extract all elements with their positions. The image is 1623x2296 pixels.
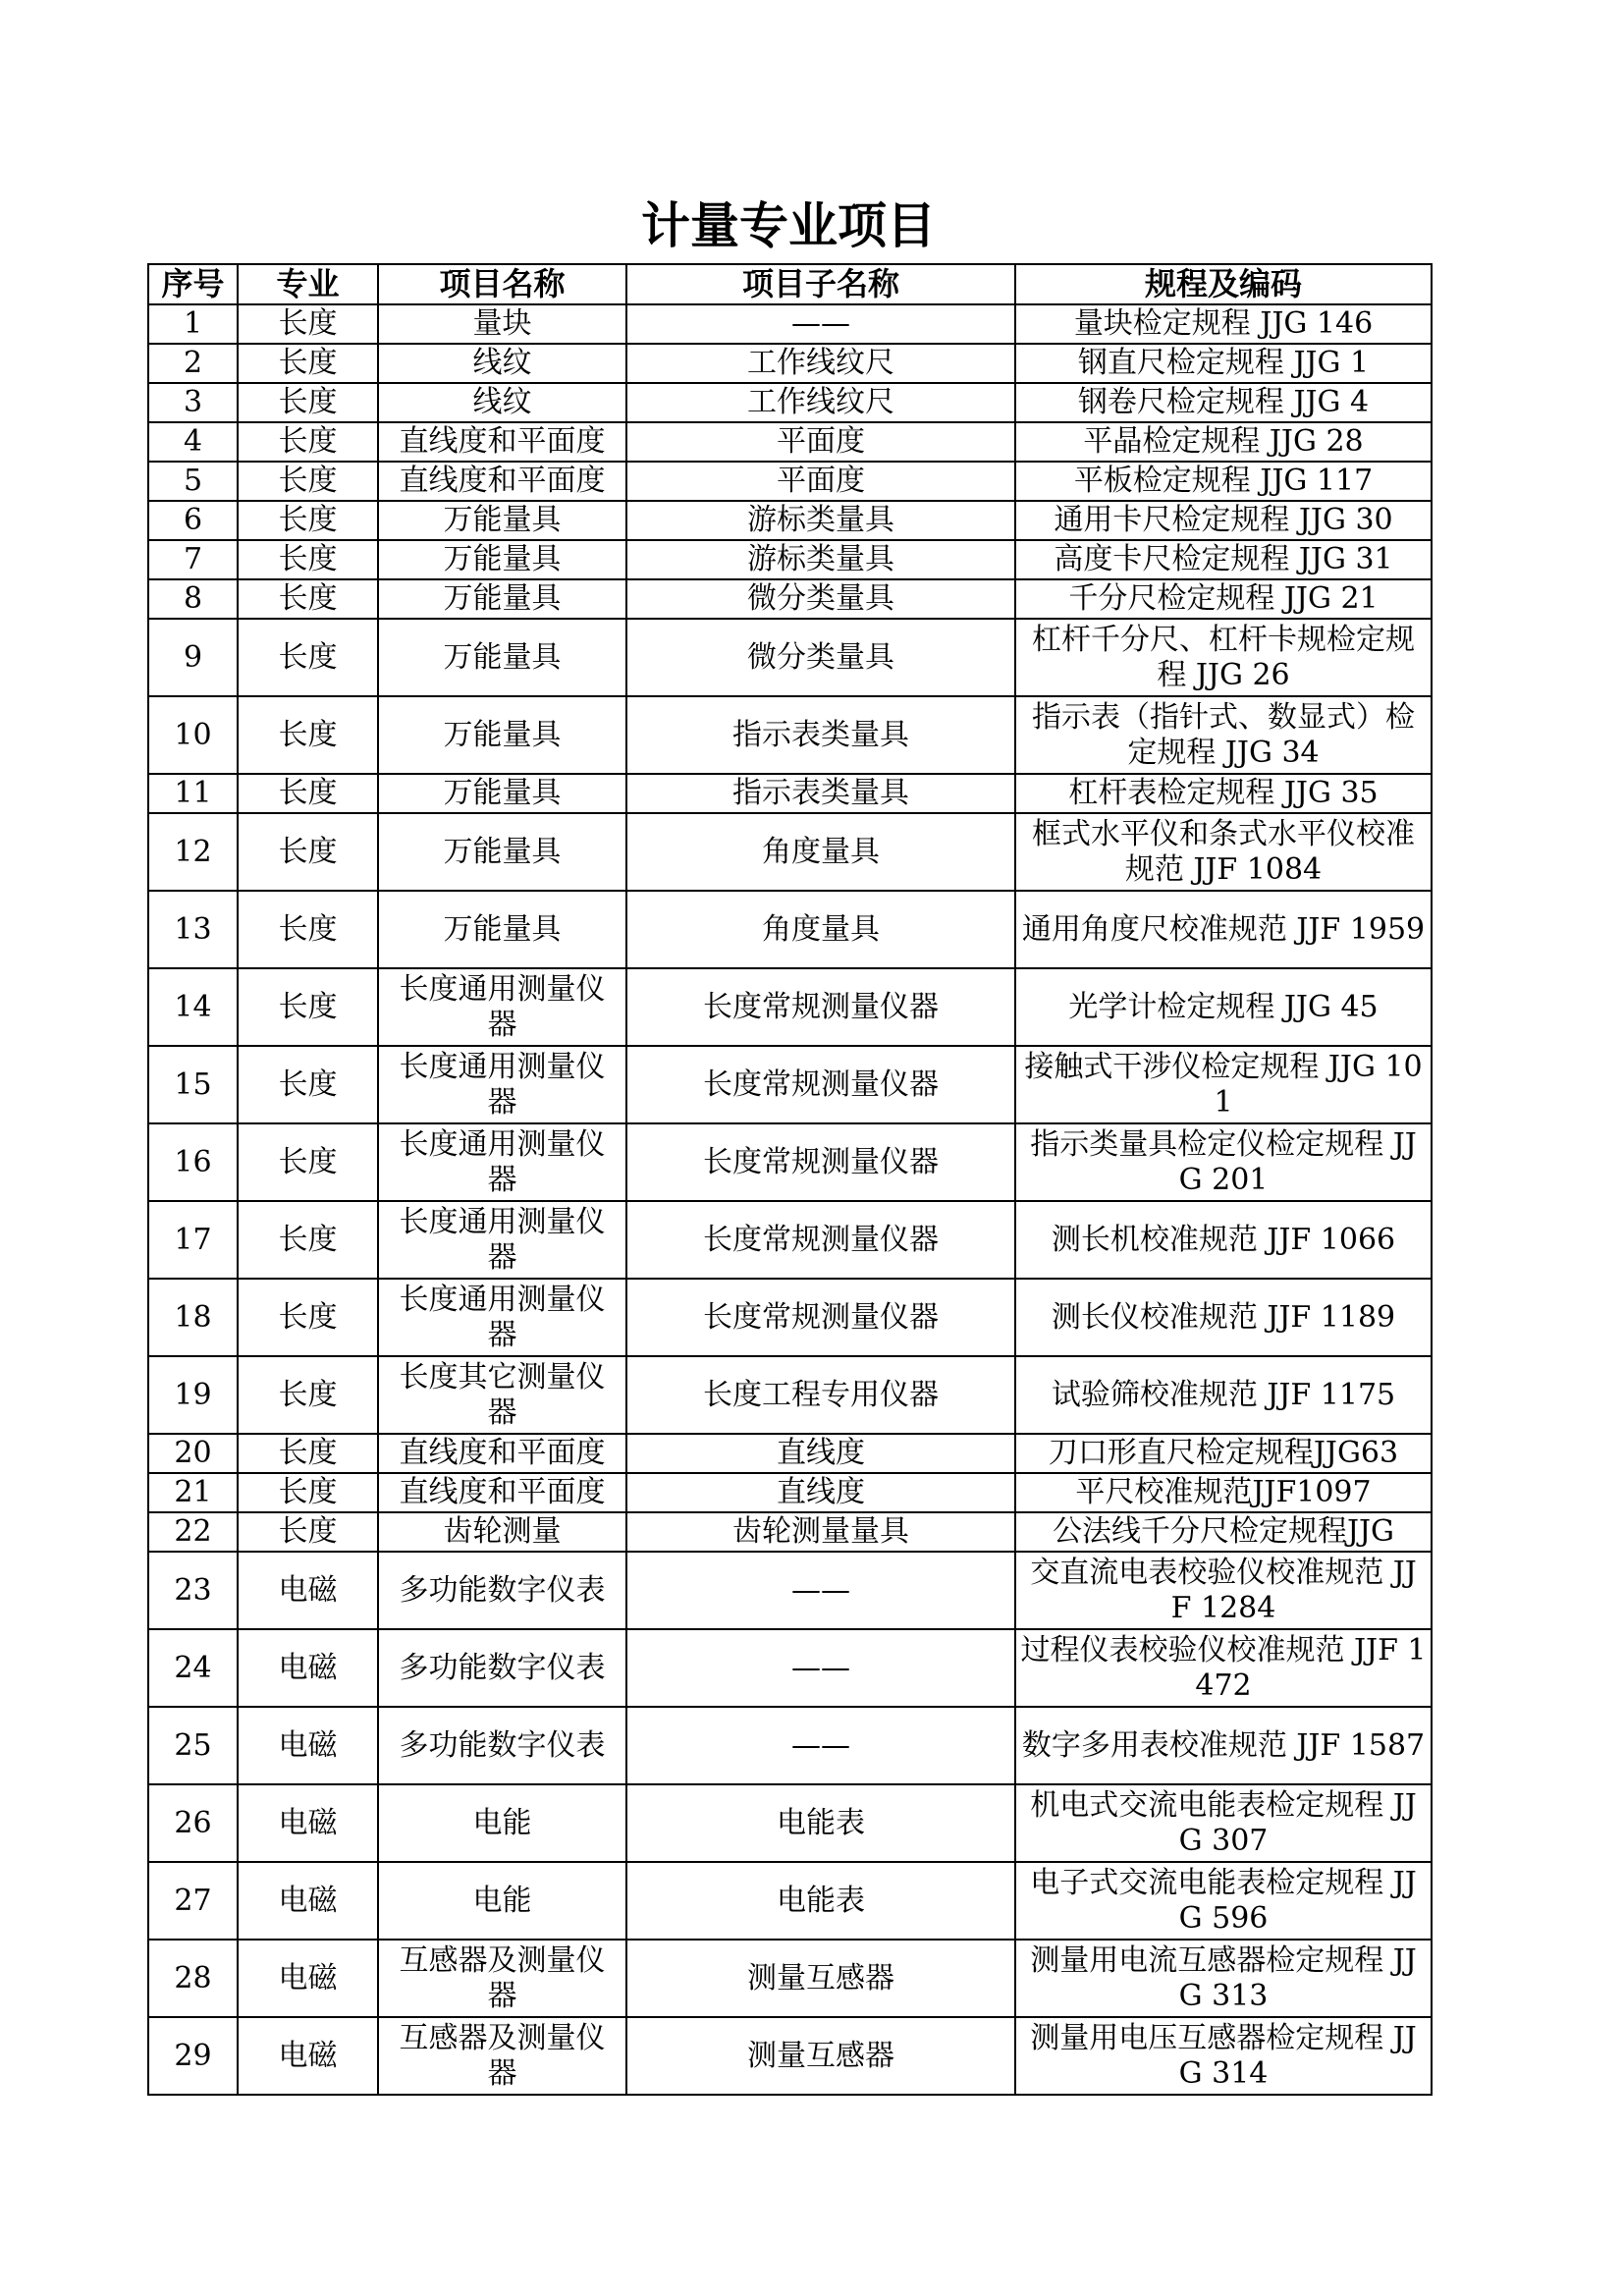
table-row [148, 1629, 1432, 1707]
cell-no: 24 [148, 1629, 238, 1707]
table-row [148, 891, 1432, 968]
cell-sub: 角度量具 [626, 891, 1015, 968]
cell-sub: 长度常规测量仪器 [626, 1123, 1015, 1201]
cell-no: 6 [148, 501, 238, 540]
cell-item: 多功能数字仪表 [378, 1552, 626, 1629]
cell-item: 万能量具 [378, 540, 626, 579]
cell-code: 平尺校准规范JJF1097 [1015, 1473, 1432, 1512]
cell-no: 7 [148, 540, 238, 579]
table-header-row [148, 264, 1432, 304]
cell-code: 指示类量具检定仪检定规程 JJG 201 [1015, 1123, 1432, 1201]
cell-major: 电磁 [238, 1940, 378, 2017]
cell-major: 电磁 [238, 1707, 378, 1784]
cell-no: 9 [148, 619, 238, 696]
cell-major: 长度 [238, 891, 378, 968]
cell-major: 长度 [238, 422, 378, 462]
cell-major: 电磁 [238, 1629, 378, 1707]
cell-code: 过程仪表校验仪校准规范 JJF 1472 [1015, 1629, 1432, 1707]
cell-code: 杠杆表检定规程 JJG 35 [1015, 774, 1432, 813]
cell-item: 线纹 [378, 383, 626, 422]
cell-no: 2 [148, 344, 238, 383]
cell-major: 电磁 [238, 1784, 378, 1862]
cell-no: 26 [148, 1784, 238, 1862]
cell-no: 1 [148, 304, 238, 344]
table-row [148, 1434, 1432, 1473]
table-row [148, 462, 1432, 501]
cell-code: 试验筛校准规范 JJF 1175 [1015, 1356, 1432, 1434]
page-title: 计量专业项目 [641, 196, 936, 254]
cell-major: 长度 [238, 501, 378, 540]
table-row [148, 1784, 1432, 1862]
cell-code: 钢直尺检定规程 JJG 1 [1015, 344, 1432, 383]
cell-major: 长度 [238, 968, 378, 1046]
cell-item: 互感器及测量仪器 [378, 1940, 626, 2017]
cell-item: 长度通用测量仪器 [378, 1279, 626, 1356]
cell-code: 数字多用表校准规范 JJF 1587 [1015, 1707, 1432, 1784]
cell-code: 光学计检定规程 JJG 45 [1015, 968, 1432, 1046]
table-row [148, 1201, 1432, 1279]
column-header-code: 规程及编码 [1015, 264, 1432, 304]
cell-major: 长度 [238, 1046, 378, 1123]
cell-item: 长度通用测量仪器 [378, 968, 626, 1046]
cell-no: 12 [148, 813, 238, 891]
table-row [148, 1046, 1432, 1123]
table-row [148, 579, 1432, 619]
cell-sub: 长度工程专用仪器 [626, 1356, 1015, 1434]
cell-item: 多功能数字仪表 [378, 1629, 626, 1707]
cell-item: 长度通用测量仪器 [378, 1123, 626, 1201]
cell-sub: —— [626, 1629, 1015, 1707]
cell-item: 直线度和平面度 [378, 422, 626, 462]
table-row [148, 1862, 1432, 1940]
cell-code: 测长仪校准规范 JJF 1189 [1015, 1279, 1432, 1356]
column-header-no: 序号 [148, 264, 238, 304]
cell-major: 电磁 [238, 1552, 378, 1629]
cell-item: 线纹 [378, 344, 626, 383]
table-row [148, 1707, 1432, 1784]
cell-sub: 角度量具 [626, 813, 1015, 891]
table-row [148, 619, 1432, 696]
cell-code: 平板检定规程 JJG 117 [1015, 462, 1432, 501]
cell-no: 19 [148, 1356, 238, 1434]
cell-item: 量块 [378, 304, 626, 344]
cell-major: 长度 [238, 540, 378, 579]
table-row [148, 1279, 1432, 1356]
cell-no: 5 [148, 462, 238, 501]
metrology-table [147, 263, 1433, 2096]
table-row [148, 1940, 1432, 2017]
cell-major: 长度 [238, 813, 378, 891]
cell-major: 长度 [238, 1279, 378, 1356]
cell-no: 11 [148, 774, 238, 813]
cell-item: 直线度和平面度 [378, 1473, 626, 1512]
cell-no: 23 [148, 1552, 238, 1629]
cell-item: 万能量具 [378, 696, 626, 774]
cell-sub: 电能表 [626, 1862, 1015, 1940]
cell-item: 万能量具 [378, 891, 626, 968]
cell-item: 万能量具 [378, 501, 626, 540]
cell-major: 电磁 [238, 2017, 378, 2095]
cell-sub: 游标类量具 [626, 540, 1015, 579]
table-row [148, 696, 1432, 774]
table-body [148, 304, 1432, 2095]
table-row [148, 1123, 1432, 1201]
table-row [148, 774, 1432, 813]
cell-code: 框式水平仪和条式水平仪校准规范 JJF 1084 [1015, 813, 1432, 891]
table-row [148, 344, 1432, 383]
cell-major: 长度 [238, 696, 378, 774]
cell-sub: —— [626, 1552, 1015, 1629]
cell-code: 指示表（指针式、数显式）检定规程 JJG 34 [1015, 696, 1432, 774]
cell-sub: 直线度 [626, 1434, 1015, 1473]
cell-major: 长度 [238, 304, 378, 344]
cell-code: 刀口形直尺检定规程JJG63 [1015, 1434, 1432, 1473]
cell-sub: 电能表 [626, 1784, 1015, 1862]
cell-no: 25 [148, 1707, 238, 1784]
cell-major: 长度 [238, 619, 378, 696]
cell-item: 齿轮测量 [378, 1512, 626, 1552]
cell-no: 14 [148, 968, 238, 1046]
cell-item: 万能量具 [378, 619, 626, 696]
table-row [148, 1512, 1432, 1552]
cell-no: 27 [148, 1862, 238, 1940]
table-row [148, 1552, 1432, 1629]
cell-no: 28 [148, 1940, 238, 2017]
cell-item: 万能量具 [378, 813, 626, 891]
cell-sub: 微分类量具 [626, 619, 1015, 696]
cell-code: 公法线千分尺检定规程JJG [1015, 1512, 1432, 1552]
cell-sub: 工作线纹尺 [626, 344, 1015, 383]
cell-no: 22 [148, 1512, 238, 1552]
cell-item: 直线度和平面度 [378, 1434, 626, 1473]
cell-no: 8 [148, 579, 238, 619]
cell-code: 高度卡尺检定规程 JJG 31 [1015, 540, 1432, 579]
cell-sub: 齿轮测量量具 [626, 1512, 1015, 1552]
cell-sub: 直线度 [626, 1473, 1015, 1512]
cell-sub: 游标类量具 [626, 501, 1015, 540]
cell-code: 量块检定规程 JJG 146 [1015, 304, 1432, 344]
cell-item: 直线度和平面度 [378, 462, 626, 501]
cell-item: 电能 [378, 1862, 626, 1940]
cell-major: 长度 [238, 344, 378, 383]
cell-no: 18 [148, 1279, 238, 1356]
cell-item: 万能量具 [378, 579, 626, 619]
cell-sub: 测量互感器 [626, 1940, 1015, 2017]
cell-sub: 测量互感器 [626, 2017, 1015, 2095]
table-row [148, 422, 1432, 462]
cell-code: 接触式干涉仪检定规程 JJG 101 [1015, 1046, 1432, 1123]
cell-item: 多功能数字仪表 [378, 1707, 626, 1784]
cell-code: 测长机校准规范 JJF 1066 [1015, 1201, 1432, 1279]
cell-code: 钢卷尺检定规程 JJG 4 [1015, 383, 1432, 422]
table-row [148, 1356, 1432, 1434]
cell-no: 4 [148, 422, 238, 462]
table-row [148, 968, 1432, 1046]
cell-sub: 平面度 [626, 462, 1015, 501]
cell-major: 长度 [238, 462, 378, 501]
cell-item: 长度其它测量仪器 [378, 1356, 626, 1434]
cell-major: 长度 [238, 1434, 378, 1473]
cell-major: 长度 [238, 1512, 378, 1552]
cell-code: 千分尺检定规程 JJG 21 [1015, 579, 1432, 619]
table-row [148, 501, 1432, 540]
cell-code: 平晶检定规程 JJG 28 [1015, 422, 1432, 462]
cell-sub: 长度常规测量仪器 [626, 1201, 1015, 1279]
cell-major: 长度 [238, 1473, 378, 1512]
cell-sub: —— [626, 304, 1015, 344]
cell-no: 20 [148, 1434, 238, 1473]
cell-item: 长度通用测量仪器 [378, 1201, 626, 1279]
cell-code: 电子式交流电能表检定规程 JJG 596 [1015, 1862, 1432, 1940]
cell-sub: 指示表类量具 [626, 774, 1015, 813]
cell-code: 通用角度尺校准规范 JJF 1959 [1015, 891, 1432, 968]
cell-no: 21 [148, 1473, 238, 1512]
table-row [148, 304, 1432, 344]
table-row [148, 383, 1432, 422]
cell-item: 电能 [378, 1784, 626, 1862]
table-row [148, 1473, 1432, 1512]
cell-no: 29 [148, 2017, 238, 2095]
column-header-major: 专业 [238, 264, 378, 304]
cell-code: 通用卡尺检定规程 JJG 30 [1015, 501, 1432, 540]
table-row [148, 813, 1432, 891]
cell-code: 杠杆千分尺、杠杆卡规检定规程 JJG 26 [1015, 619, 1432, 696]
cell-item: 互感器及测量仪器 [378, 2017, 626, 2095]
cell-sub: 指示表类量具 [626, 696, 1015, 774]
cell-code: 交直流电表校验仪校准规范 JJF 1284 [1015, 1552, 1432, 1629]
cell-major: 长度 [238, 774, 378, 813]
cell-item: 万能量具 [378, 774, 626, 813]
cell-no: 10 [148, 696, 238, 774]
cell-no: 13 [148, 891, 238, 968]
cell-sub: 长度常规测量仪器 [626, 968, 1015, 1046]
cell-no: 3 [148, 383, 238, 422]
cell-sub: 长度常规测量仪器 [626, 1279, 1015, 1356]
cell-no: 15 [148, 1046, 238, 1123]
cell-code: 测量用电压互感器检定规程 JJG 314 [1015, 2017, 1432, 2095]
cell-sub: 工作线纹尺 [626, 383, 1015, 422]
cell-major: 长度 [238, 1356, 378, 1434]
cell-major: 长度 [238, 579, 378, 619]
cell-item: 长度通用测量仪器 [378, 1046, 626, 1123]
cell-major: 长度 [238, 1123, 378, 1201]
table-row [148, 540, 1432, 579]
cell-code: 机电式交流电能表检定规程 JJG 307 [1015, 1784, 1432, 1862]
cell-major: 长度 [238, 1201, 378, 1279]
cell-code: 测量用电流互感器检定规程 JJG 313 [1015, 1940, 1432, 2017]
table-row [148, 2017, 1432, 2095]
cell-major: 电磁 [238, 1862, 378, 1940]
column-header-item: 项目名称 [378, 264, 626, 304]
cell-sub: 微分类量具 [626, 579, 1015, 619]
cell-sub: 长度常规测量仪器 [626, 1046, 1015, 1123]
cell-major: 长度 [238, 383, 378, 422]
column-header-sub: 项目子名称 [626, 264, 1015, 304]
cell-sub: 平面度 [626, 422, 1015, 462]
cell-no: 16 [148, 1123, 238, 1201]
cell-sub: —— [626, 1707, 1015, 1784]
cell-no: 17 [148, 1201, 238, 1279]
